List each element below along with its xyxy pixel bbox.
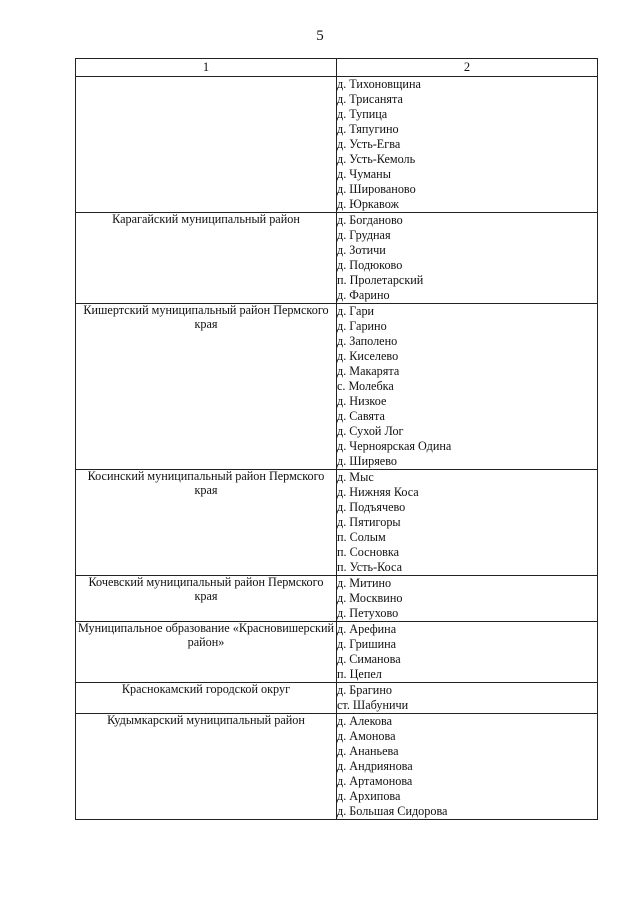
region-cell: Краснокамский городской округ	[76, 683, 337, 714]
settlement-name: д. Москвино	[337, 591, 403, 605]
settlement-name: п. Усть-Коса	[337, 560, 403, 574]
settlement-name: д. Черноярская Одина	[337, 439, 452, 453]
settlement-name: ст. Шабуничи	[337, 698, 409, 712]
region-cell: Муниципальное образование «Красновишерский район»	[76, 622, 337, 683]
settlement-name: д. Тупица	[337, 107, 388, 121]
settlement-name: д. Трисанята	[337, 92, 403, 106]
settlement-name: д. Усть-Кемоль	[337, 152, 416, 166]
settlement-name: д. Архипова	[337, 789, 401, 803]
settlement-name: д. Макарята	[337, 364, 400, 378]
places-cell	[337, 470, 598, 576]
places-cell	[337, 576, 598, 622]
region-cell: Карагайский муниципальный район	[76, 213, 337, 304]
table-row	[76, 683, 598, 714]
settlement-name: д. Ананьева	[337, 744, 399, 758]
region-cell	[76, 77, 337, 213]
settlement-name: д. Заполено	[337, 334, 398, 348]
table-row	[76, 470, 598, 576]
table-row	[76, 622, 598, 683]
settlement-name: д. Юркавож	[337, 197, 399, 211]
table-row	[76, 77, 598, 213]
settlement-name: д. Петухово	[337, 606, 399, 620]
settlement-name: д. Амонова	[337, 729, 396, 743]
settlement-name: д. Усть-Егва	[337, 137, 401, 151]
column-header-1: 1	[76, 59, 337, 77]
settlement-name: д. Алекова	[337, 714, 392, 728]
places-cell	[337, 714, 598, 820]
table-row	[76, 304, 598, 470]
region-cell: Косинский муниципальный район Пермского края	[76, 470, 337, 576]
settlement-name: д. Митино	[337, 576, 392, 590]
settlement-name: п. Солым	[337, 530, 386, 544]
settlement-name: д. Андриянова	[337, 759, 413, 773]
region-cell: Кишертский муниципальный район Пермского края	[76, 304, 337, 470]
settlement-name: д. Киселево	[337, 349, 399, 363]
settlement-name: д. Гари	[337, 304, 375, 318]
places-cell	[337, 304, 598, 470]
settlement-name: п. Цепел	[337, 667, 382, 681]
settlement-name: д. Подъячево	[337, 500, 406, 514]
settlement-name: д. Ширяево	[337, 454, 397, 468]
settlement-name: д. Подюково	[337, 258, 403, 272]
settlement-name: д. Гришина	[337, 637, 397, 651]
settlement-name: д. Гарино	[337, 319, 387, 333]
settlement-name: д. Артамонова	[337, 774, 413, 788]
settlement-name: с. Молебка	[337, 379, 394, 393]
table-row	[76, 576, 598, 622]
settlement-name: д. Мыс	[337, 470, 374, 484]
settlement-name: д. Савята	[337, 409, 385, 423]
settlement-name: д. Шированово	[337, 182, 416, 196]
region-cell: Кочевский муниципальный район Пермского края	[76, 576, 337, 622]
settlement-name: п. Сосновка	[337, 545, 400, 559]
table-body	[76, 77, 598, 820]
places-cell	[337, 622, 598, 683]
settlement-name: д. Тихоновщина	[337, 77, 421, 91]
places-cell	[337, 213, 598, 304]
page-number: 5	[316, 28, 324, 44]
table-header-row	[76, 59, 598, 77]
settlement-name: д. Чуманы	[337, 167, 391, 181]
settlement-name: д. Большая Сидорова	[337, 804, 448, 818]
region-cell: Кудымкарский муниципальный район	[76, 714, 337, 820]
settlement-name: д. Тяпугино	[337, 122, 399, 136]
places-cell	[337, 77, 598, 213]
settlement-name: д. Пятигоры	[337, 515, 401, 529]
settlement-name: д. Сухой Лог	[337, 424, 404, 438]
settlement-name: д. Зотичи	[337, 243, 386, 257]
settlement-name: д. Брагино	[337, 683, 392, 697]
settlement-name: д. Низкое	[337, 394, 387, 408]
settlement-name: д. Грудная	[337, 228, 391, 242]
settlement-name: д. Арефина	[337, 622, 397, 636]
settlement-name: д. Богданово	[337, 213, 403, 227]
column-header-2: 2	[337, 59, 598, 77]
places-cell	[337, 683, 598, 714]
settlement-name: п. Пролетарский	[337, 273, 424, 287]
settlement-name: д. Фарино	[337, 288, 390, 302]
settlement-name: д. Нижняя Коса	[337, 485, 419, 499]
table-row	[76, 213, 598, 304]
settlement-name: д. Симанова	[337, 652, 401, 666]
table-row	[76, 714, 598, 820]
settlements-table	[75, 58, 598, 820]
